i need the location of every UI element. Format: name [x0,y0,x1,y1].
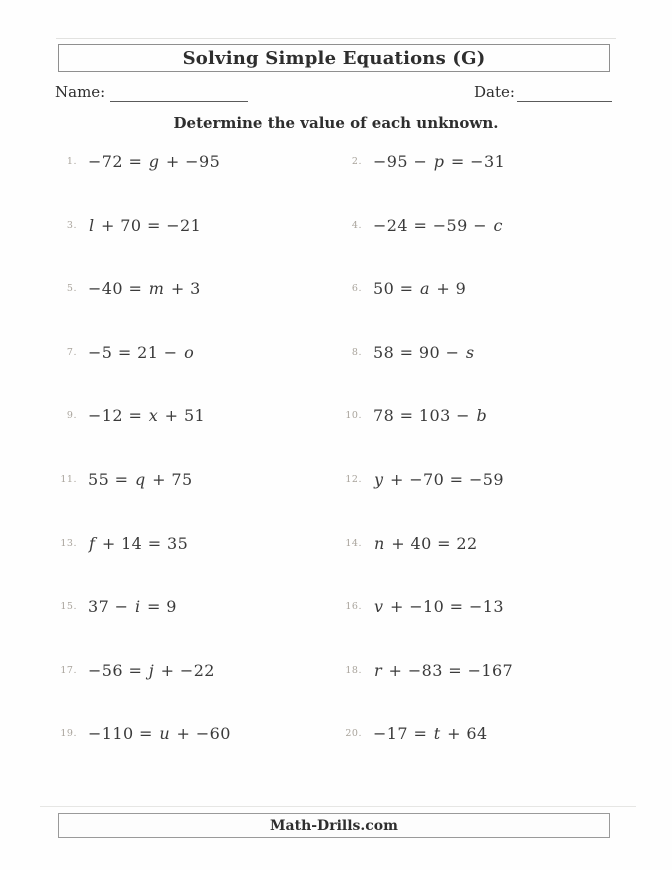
equation: −56 = j + −22 [88,660,215,680]
problem-6 [340,273,617,337]
problem-2 [340,146,617,210]
problem-number: 19. [60,728,77,740]
problem-number: 2. [351,156,362,167]
equation: 50 = a + 9 [373,279,467,299]
equation: −95 − p = −31 [373,152,506,171]
problem-20 [340,718,617,782]
footer-site-text: Math-Drills.com [270,817,398,834]
problem-number: 6. [351,283,362,295]
name-label: Name: [55,83,106,101]
problem-7 [55,337,340,401]
problem-number: 1. [66,156,77,167]
problem-number: 3. [66,219,77,231]
problem-19 [55,718,340,782]
equation: −24 = −59 − c [373,215,503,235]
date-blank-line [517,101,612,102]
equation: l + 70 = −21 [89,215,202,235]
equation: −72 = g + −95 [88,152,221,171]
problem-number: 11. [60,473,77,485]
problem-5 [55,273,340,337]
problem-13 [55,528,340,592]
name-blank-line [110,101,248,102]
problem-8 [340,337,617,401]
problem-11 [55,464,340,528]
equation: y + −70 = −59 [374,469,504,489]
problem-number: 5. [66,283,77,295]
problem-number: 8. [351,346,362,358]
title-box [58,44,610,72]
equation: 78 = 103 − b [373,406,488,426]
problem-number: 10. [345,410,362,422]
problem-number: 18. [345,664,362,676]
scan-artifact-line [40,806,636,807]
equation: −17 = t + 64 [373,724,488,744]
problem-9 [55,400,340,464]
equation: f + 14 = 35 [89,533,189,553]
equation: −12 = x + 51 [88,406,206,426]
equation: −110 = u + −60 [88,724,231,744]
problem-number: 16. [345,601,362,613]
worksheet-title: Solving Simple Equations (G) [182,47,486,69]
equation: −40 = m + 3 [88,279,201,299]
problem-number: 17. [60,664,77,676]
problem-16 [340,591,617,655]
problem-14 [340,528,617,592]
problem-number: 9. [66,410,77,422]
problem-17 [55,655,340,719]
equation: r + −83 = −167 [374,660,514,680]
problem-number: 15. [60,601,77,613]
problem-1 [55,146,340,210]
problem-number: 14. [345,537,362,549]
equation: −5 = 21 − o [88,342,195,362]
equation: 37 − i = 9 [88,597,177,617]
instructions-text: Determine the value of each unknown. [173,114,499,132]
problem-number: 7. [66,346,77,358]
footer-box [58,813,610,838]
problem-number: 4. [351,219,362,231]
problem-10 [340,400,617,464]
problem-number: 12. [345,473,362,485]
date-label: Date: [474,83,515,101]
problem-4 [340,210,617,274]
equation: v + −10 = −13 [374,597,504,617]
problems-grid [55,146,617,782]
problem-15 [55,591,340,655]
problem-3 [55,210,340,274]
scan-artifact-line [56,38,616,39]
equation: 58 = 90 − s [373,342,475,362]
equation: 55 = q + 75 [88,469,193,489]
problem-12 [340,464,617,528]
problem-18 [340,655,617,719]
equation: n + 40 = 22 [374,533,478,553]
problem-number: 20. [345,728,362,740]
problem-number: 13. [60,537,77,549]
